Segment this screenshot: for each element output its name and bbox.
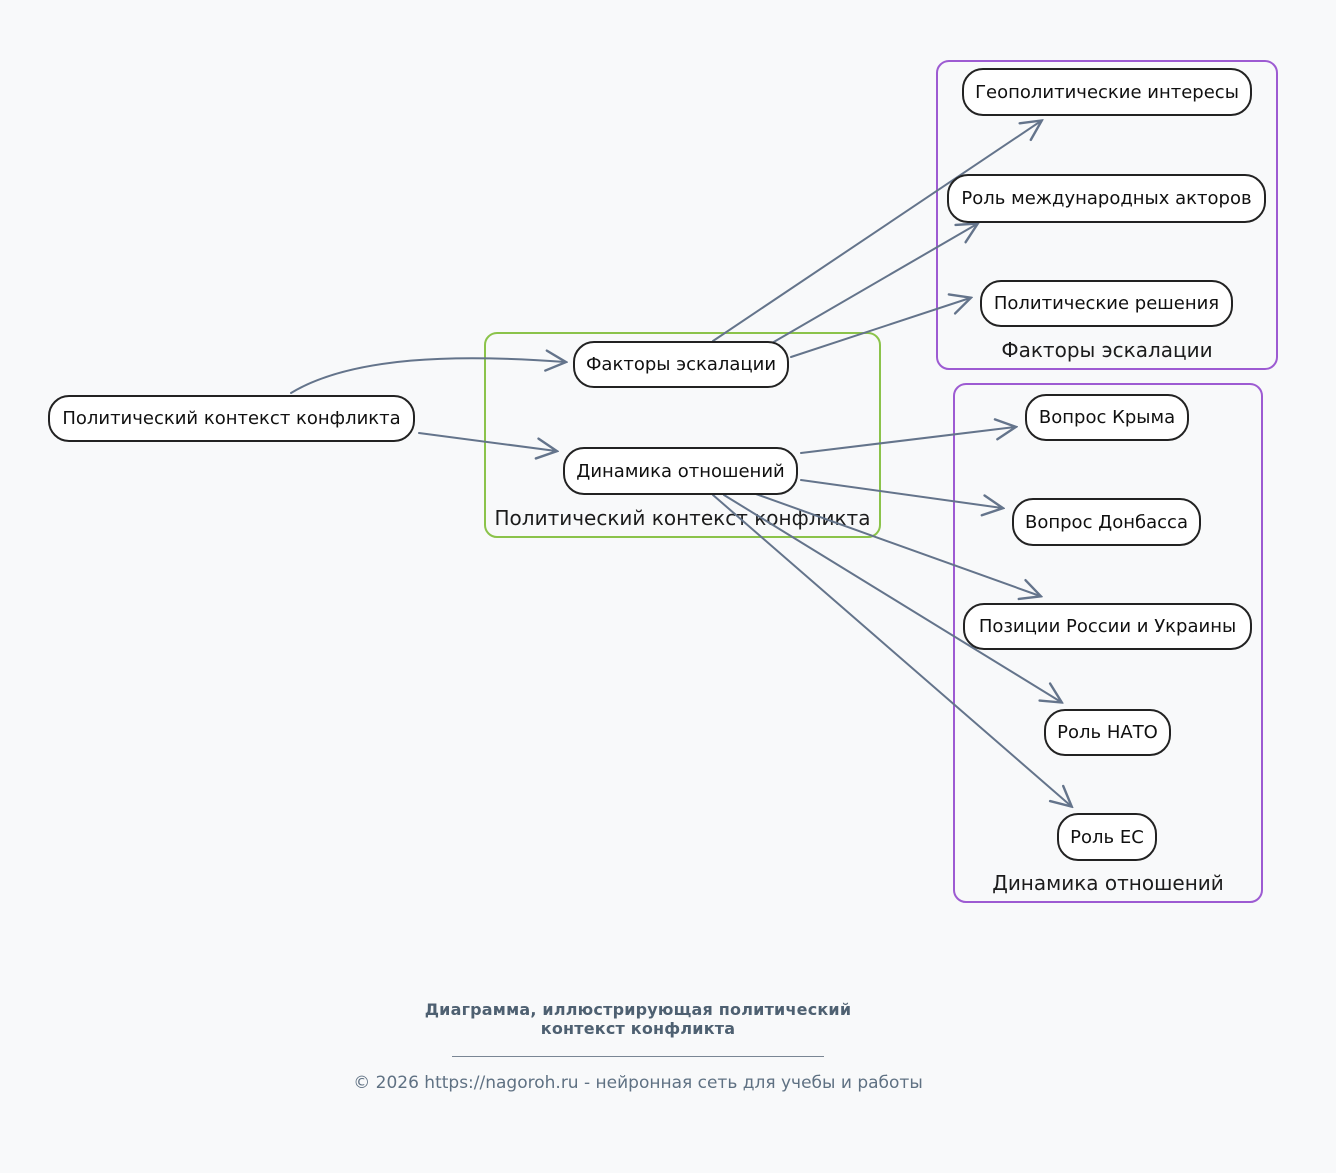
node-nato-role-label: Роль НАТО bbox=[1057, 722, 1158, 743]
group-political-context-label: Политический контекст конфликта bbox=[494, 506, 871, 530]
node-russia-ukraine-positions bbox=[963, 603, 1252, 650]
node-international-actors bbox=[947, 174, 1266, 223]
node-root bbox=[48, 395, 415, 442]
node-crimea-question-label: Вопрос Крыма bbox=[1038, 407, 1176, 428]
node-geopolitical-interests-label: Геополитические интересы bbox=[975, 81, 1239, 103]
footer-title: Диаграмма, иллюстрирующая политический контекст конфликта bbox=[424, 1000, 852, 1039]
footer-divider bbox=[452, 1056, 824, 1057]
node-relations-dynamics bbox=[563, 447, 798, 495]
group-relations-dynamics-label: Динамика отношений bbox=[992, 871, 1224, 895]
group-escalation-factors-label: Факторы эскалации bbox=[1001, 338, 1213, 362]
node-political-decisions bbox=[980, 280, 1233, 327]
node-crimea-question bbox=[1025, 394, 1189, 441]
node-international-actors-label: Роль международных акторов bbox=[961, 188, 1252, 209]
footer-copyright: © 2026 https://nagoroh.ru - нейронная сеть для учебы и работы bbox=[353, 1073, 923, 1094]
node-root-label: Политический контекст конфликта bbox=[62, 408, 401, 429]
node-political-decisions-label: Политические решения bbox=[993, 293, 1220, 314]
node-donbas-question-label: Вопрос Донбасса bbox=[1025, 511, 1188, 533]
footer bbox=[288, 1000, 988, 1093]
node-escalation-factors bbox=[573, 341, 789, 388]
node-escalation-factors-label: Факторы эскалации bbox=[585, 354, 777, 375]
node-eu-role-label: Роль ЕС bbox=[1070, 826, 1144, 848]
node-eu-role bbox=[1057, 813, 1157, 861]
node-nato-role bbox=[1044, 709, 1171, 756]
node-russia-ukraine-positions-label: Позиции России и Украины bbox=[978, 616, 1237, 637]
node-donbas-question bbox=[1012, 498, 1201, 546]
node-relations-dynamics-label: Динамика отношений bbox=[576, 460, 785, 482]
node-geopolitical-interests bbox=[962, 68, 1252, 116]
